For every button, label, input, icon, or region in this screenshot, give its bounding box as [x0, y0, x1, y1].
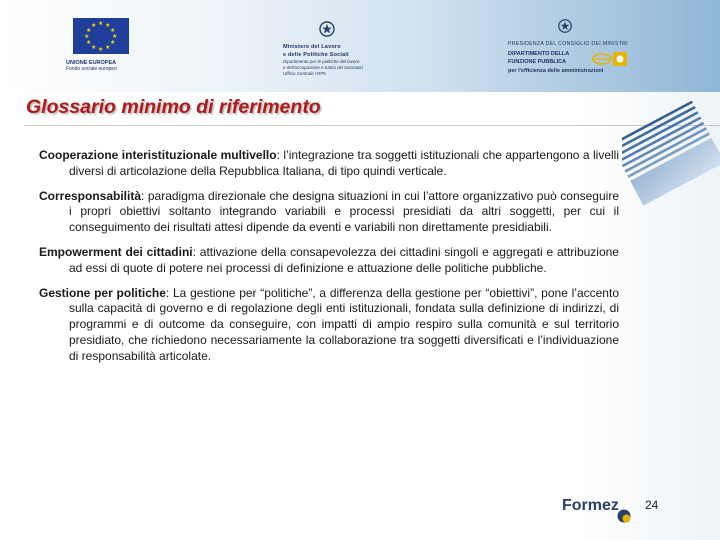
glossary-term: Empowerment dei cittadini: [39, 244, 193, 259]
eu-logo-line2: Fondo sociale europeo: [66, 66, 117, 72]
formez-logo-mark-icon: [616, 508, 634, 531]
glossary-term: Cooperazione interistituzionale multivello: [39, 148, 277, 162]
ministry-line4: e dell'occupazione e tutela dei lavoratori: [283, 65, 363, 70]
decorative-book-graphic: [622, 100, 720, 245]
department-line1: DIPARTIMENTO DELLA: [508, 51, 570, 57]
glossary-definition: : attivazione della consapevolezza dei cittadini singoli e aggregati e attribuzione ad essi di quote di potere nei processi di definizione e attuazione delle politiche pubbliche.: [69, 244, 619, 275]
ministry-line5: Ufficio Centrale OFPL: [283, 71, 327, 76]
page-number: 24: [645, 498, 659, 512]
eu-flag-icon: ★ ★ ★ ★ ★ ★ ★ ★ ★ ★ ★ ★: [73, 18, 129, 54]
italian-emblem-icon: [556, 18, 638, 39]
italian-emblem-icon: [317, 20, 383, 43]
department-line2: FUNZIONE PUBBLICA: [508, 58, 567, 65]
presidenza-logo: [508, 18, 638, 74]
glossary-term: Gestione per politiche: [39, 285, 166, 300]
glossary-entry: [39, 148, 619, 180]
glossary-definition: : La gestione per “politiche”, a differenza della gestione per “obiettivi”, pone l’accento sulla capacità di governo e di regolazione degli enti istituzionali, fondata sulla definizione di indirizzi, di programmi e di outcome da conseguire, con impatti di ampio respiro sulla comunità e sul territorio presidiato, che richiedono necessariamente la collaborazione tra soggetti diversificati e l’individuazione di responsabilità articolate.: [69, 285, 619, 363]
ministry-logo: [283, 20, 383, 77]
presidenza-top-text: PRESIDENZA DEL CONSIGLIO DEI MINISTRI: [508, 41, 628, 47]
department-block: [508, 51, 638, 66]
glossary-definition: : paradigma direzionale che designa situazioni in cui l’attore organizzativo può conseguire i propri obiettivi soltanto integrando variabili e processi presidiati da altri soggetti, per cui il conseguimento dei risultati attesi dipende da eventi e variabili non direttamente presidiabili.: [69, 188, 619, 235]
page-title: Glossario minimo di riferimento: [26, 96, 321, 118]
glossary-term: Corresponsabilità: [39, 188, 142, 203]
formez-logo: Formez: [562, 497, 619, 514]
presidenza-bottom-text: per l'efficienza delle amministrazioni: [508, 68, 604, 74]
glossary-entry: [39, 286, 619, 365]
glossary-entry: [39, 245, 619, 277]
ministry-line1: Ministero del Lavoro: [283, 44, 341, 50]
funzione-pubblica-mark-icon: [588, 51, 628, 72]
eu-logo-line1: UNIONE EUROPEA: [66, 60, 117, 66]
title-divider: [24, 125, 720, 126]
glossary-content: [39, 148, 619, 374]
ministry-line3: Dipartimento per le politiche del lavoro: [283, 59, 360, 64]
glossary-entry: [39, 189, 619, 236]
glossary-definition: : l’integrazione tra soggetti istituzionali che appartengono a livelli diversi di articolazione della Repubblica Italiana, di tipo quindi verticale.: [69, 148, 619, 178]
ministry-line2: e delle Politiche Sociali: [283, 52, 349, 58]
eu-logo: [66, 18, 136, 72]
